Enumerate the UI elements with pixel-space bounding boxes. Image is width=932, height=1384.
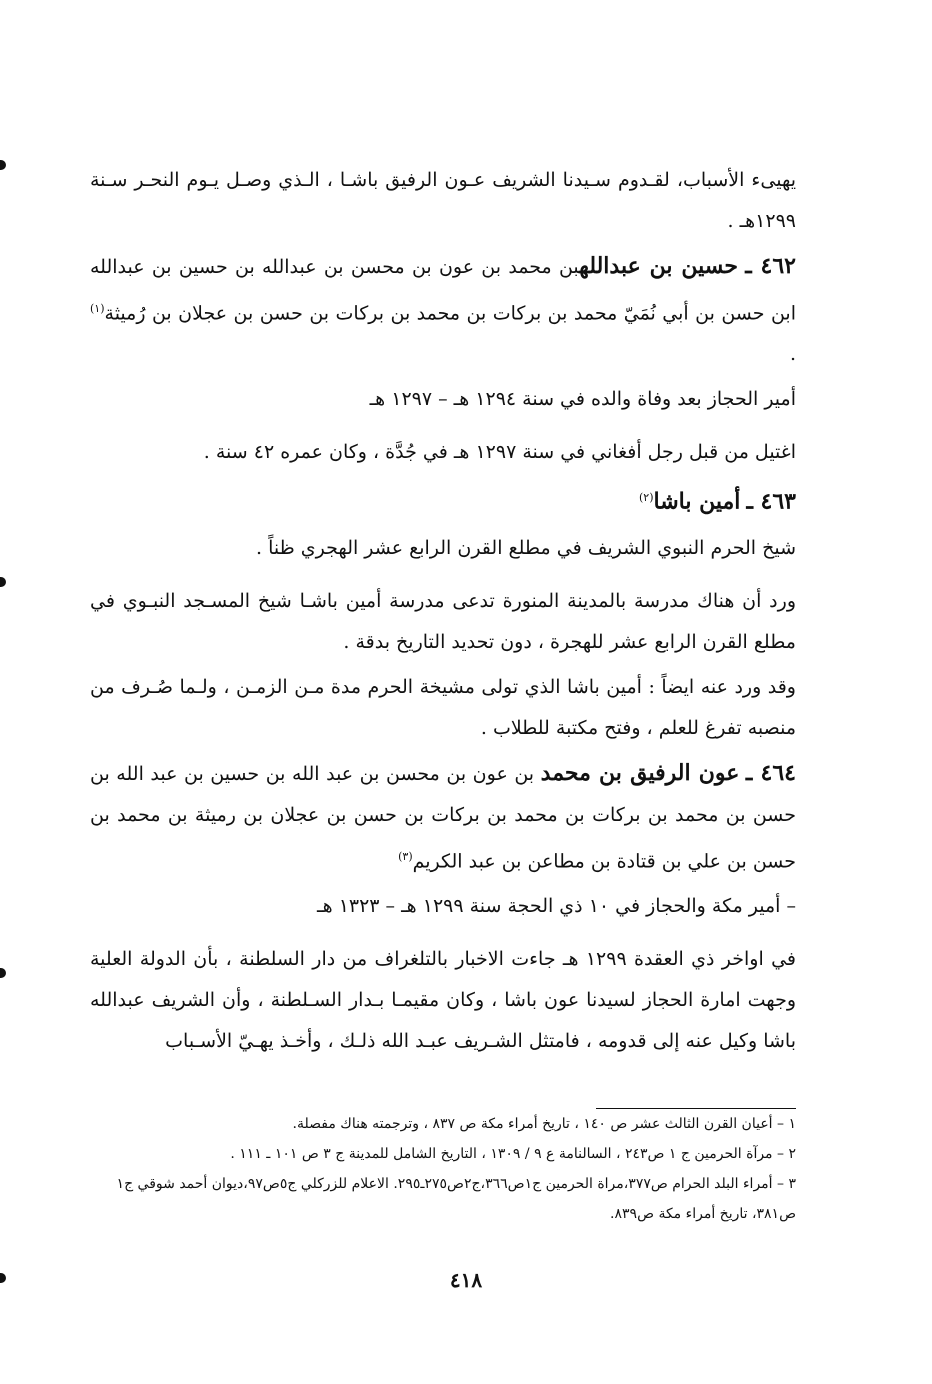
footnote: ٢ – مرآة الحرمين ج ١ ص٢٤٣ ، السالنامة ع ٩ / ١٣٠٩ ، التاريخ الشامل للمدينة ج ٣ ص ١٠١ ـ ١١١ . [230,1146,796,1162]
entry-464 [90,753,796,882]
binder-hole [0,160,6,170]
entry-name: حسين بن عبدالله [579,253,738,279]
entry-tail: . [789,343,796,366]
paragraph: ورد أن هناك مدرسة بالمدينة المنورة تدعى مدرسة أمين باشـا شيخ المسـجد النبـوي في مطلع القرن الرابع عشر للهجرة ، دون تحديد التاريخ بدقة . [90,589,796,653]
footnote-ref: (٢) [638,491,654,505]
footnote: ١ – أعيان القرن الثالث عشر ص ١٤٠ ، تاريخ أمراء مكة ص ٨٣٧ ، وترجمته هناك مفصلة. [292,1116,796,1132]
paragraph: وقد ورد عنه ايضاً : أمين باشا الذي تولى مشيخة الحرم مدة مـن الزمـن ، ولـما صُـرف من منصبه تفرغ للعلم ، وفتح مكتبة للطلاب . [90,675,796,739]
footnote: ٣ – أمراء البلد الحرام ص٣٧٧،مراة الحرمين ج١ص٣٦٦،ج٢ص٢٧٥ـ٢٩٥. الاعلام للزركلي ج٥ص٩٧،ديوان أحمد شوقي ج١ ص٣٨١، تاريخ أمراء مكة ص٨٣٩. [116,1176,796,1222]
binder-hole [0,968,6,978]
footnotes [90,1108,796,1229]
paragraph: اغتيل من قبل رجل أفغاني في سنة ١٢٩٧ هـ في جُدَّة ، وكان عمره ٤٢ سنة . [203,441,796,464]
entry-number: ٤٦٢ ـ [745,253,796,279]
paragraph: شيخ الحرم النبوي الشريف في مطلع القرن الرابع عشر الهجري ظناً . [256,536,796,559]
paragraph: أمير الحجاز بعد وفاة والده في سنة ١٢٩٤ هـ – ١٢٩٧ هـ [369,388,796,411]
paragraph: في اواخر ذي العقدة ١٢٩٩ هـ جاءت الاخبار بالتلغراف من دار السلطنة ، بأن الدولة العلية وجهت امارة الحجاز لسيدنا عون باشا ، وكان مقيمـا بـدار السـلطنة ، وأن الشريف عبدالله باشا وكيل عنه إلى قدومه ، فامتثل الشـريف عبـد الله ذلـك ، وأخـذ يهـيّ الأسـباب [90,947,796,1052]
page-number: ٤١٨ [449,1268,483,1292]
entry-number: ٤٦٤ ـ [745,759,796,786]
main-text [90,160,796,1066]
entry-name: عون الرفيق بن محمد [540,759,740,786]
entry-462 [90,246,796,375]
paragraph: يهيىء الأسباب، لقـدوم سـيدنا الشريف عـون الرفيق باشـا ، الـذي وصـل يـوم النحـر سـنة ١٢٩٩هـ . [90,169,796,232]
binder-hole [0,577,6,587]
entry-463 [90,477,796,523]
entry-lineage: بن محمد بن عون بن محسن بن عبدالله بن حسين بن عبدالله ابن حسن بن أبي نُمَيّ محمد بن بركات بن محمد بن بركات بن حسن بن عجلان بن رُميثة [90,256,796,325]
entry-number: ٤٦٣ ـ [746,488,796,515]
footnote-ref: (٣) [398,849,413,863]
entry-name: أمين باشا [653,488,741,515]
footnote-ref: (١) [90,302,105,315]
paragraph: – أمير مكة والحجاز في ١٠ ذي الحجة سنة ١٢٩٩ هـ – ١٣٢٣ هـ [317,894,796,917]
entry-lineage: بن عون بن محسن بن عبد الله بن حسين بن عبد الله بن حسن بن محمد بن بركات بن محمد بن بركات بن حسن بن عجلان بن رميثة بن محمد بن حسن بن علي بن قتادة بن مطاعن بن عبد الكريم [90,762,796,872]
